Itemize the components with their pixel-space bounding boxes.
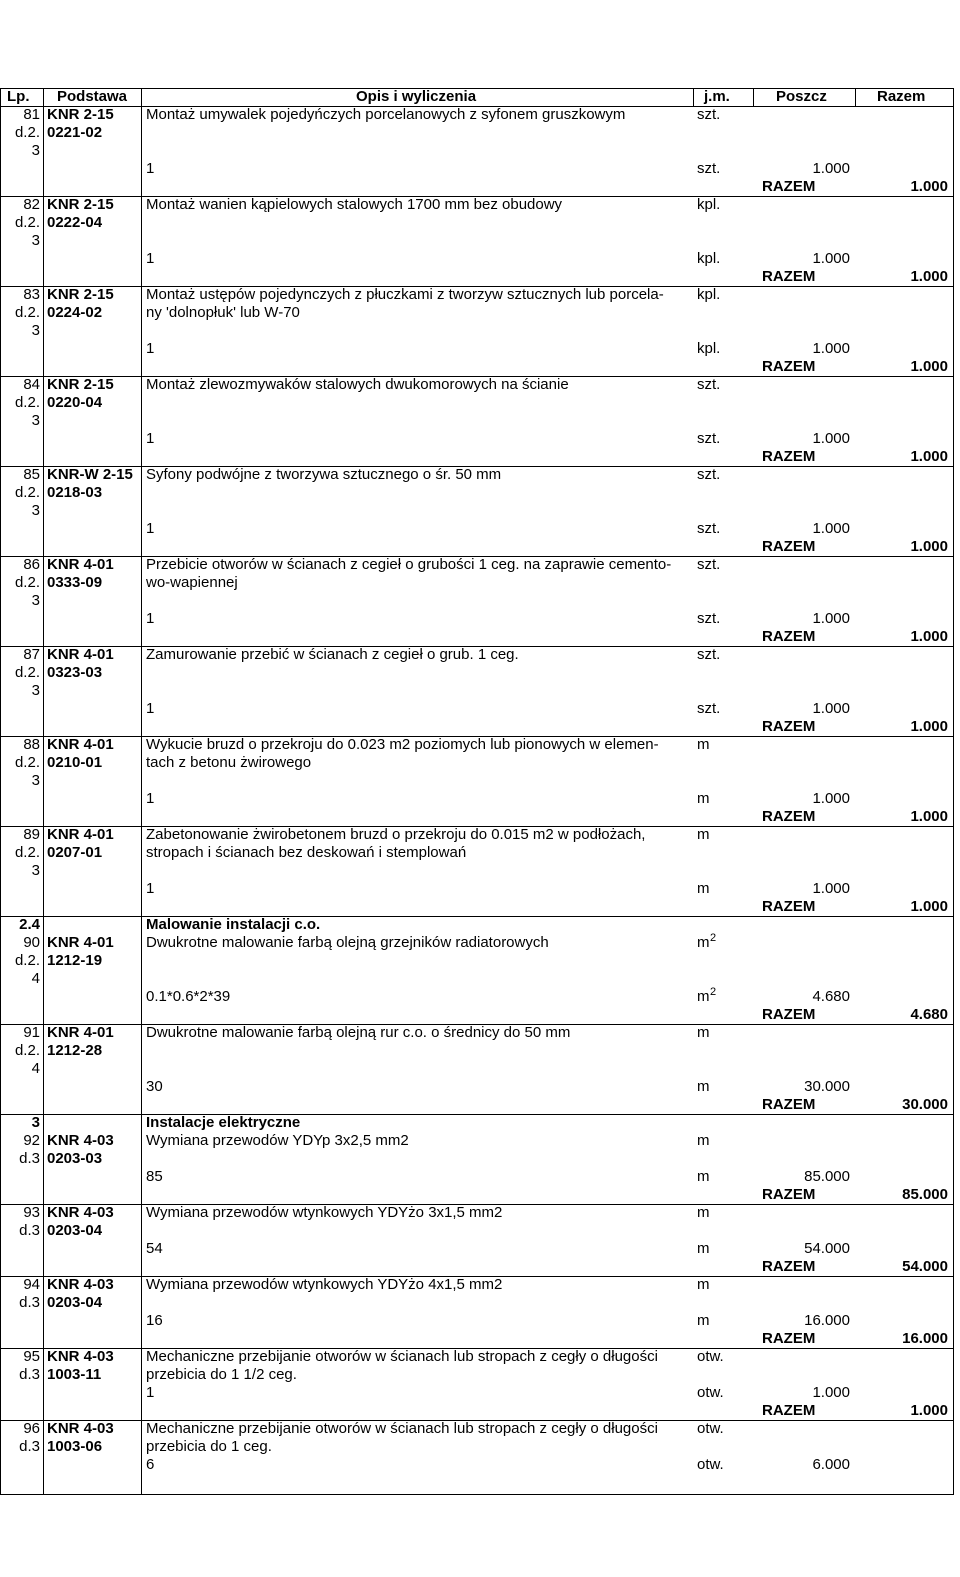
entry-calc-unit: otw. — [697, 1384, 724, 1401]
section-heading — [0, 916, 960, 934]
entry-code-line — [0, 1042, 960, 1060]
entry-code: 0323-03 — [47, 664, 103, 681]
entry-unit-line — [0, 826, 960, 844]
entry-description: przebicia do 1 ceg. — [146, 1438, 272, 1455]
entry-description: Syfony podwójne z tworzywa sztucznego o śr. 50 mm — [146, 466, 502, 483]
entry-code: KNR 4-03 — [47, 1204, 114, 1221]
entry-unit: szt. — [697, 646, 721, 663]
entry-calc-unit: otw. — [697, 1456, 724, 1473]
entry-lp: d.3 — [19, 1222, 40, 1239]
razem-label: RAZEM — [762, 448, 816, 465]
entry-code-line — [0, 1294, 960, 1312]
entry-lp: 3 — [31, 592, 40, 609]
entry-calc-unit: m — [697, 1312, 710, 1329]
entry-description: Wymiana przewodów YDYp 3x2,5 mm2 — [146, 1132, 409, 1149]
entry-lp: 84 — [23, 376, 40, 393]
entry-calculation: 1 — [146, 880, 155, 897]
entry-unit-line — [0, 466, 960, 484]
entry-lp: 3 — [31, 412, 40, 429]
entry-subtotal: 1.000 — [812, 1384, 850, 1401]
entry-unit-line — [0, 736, 960, 754]
entry-calc-line — [0, 988, 960, 1006]
entry-calc-line — [0, 1240, 960, 1258]
entry-unit: kpl. — [697, 286, 721, 303]
entry-lp: d.2. — [14, 1042, 40, 1059]
entry-unit: m — [697, 826, 710, 843]
entry-calc-line — [0, 1078, 960, 1096]
entry-total: 1.000 — [910, 1402, 948, 1419]
entry-desc-line — [0, 574, 960, 592]
entry-total-line — [0, 898, 960, 916]
entry-code-line — [0, 1150, 960, 1168]
entry-code: KNR-W 2-15 — [47, 466, 133, 483]
entry-unit-line — [0, 106, 960, 124]
entry-code-line — [0, 1222, 960, 1240]
entry-lp: 89 — [23, 826, 40, 843]
entry-total-line — [0, 628, 960, 646]
column-header: Opis i wyliczenia — [356, 88, 477, 105]
entry-lp: 86 — [23, 556, 40, 573]
entry-unit: szt. — [697, 106, 721, 123]
entry-desc-line — [0, 1438, 960, 1456]
entry-subtotal: 1.000 — [812, 160, 850, 177]
entry-subtotal: 1.000 — [812, 340, 850, 357]
entry-lp: d.3 — [19, 1366, 40, 1383]
entry-subtotal: 30.000 — [804, 1078, 850, 1095]
entry-calc-line — [0, 250, 960, 268]
entry-calc-line — [0, 700, 960, 718]
entry-lp: d.2. — [14, 844, 40, 861]
entry-calc-line — [0, 1312, 960, 1330]
entry-subtotal: 16.000 — [804, 1312, 850, 1329]
entry-code: KNR 2-15 — [47, 106, 114, 123]
entry-lp: 85 — [23, 466, 40, 483]
entry-description: Wymiana przewodów wtynkowych YDYżo 3x1,5 mm2 — [146, 1204, 503, 1221]
column-header: Lp. — [7, 88, 30, 105]
entry-code: 0333-09 — [47, 574, 103, 591]
entry-lp: d.2. — [14, 664, 40, 681]
entry-subtotal: 1.000 — [812, 880, 850, 897]
entry-code: KNR 4-01 — [47, 736, 114, 753]
entry-lp-line — [0, 502, 960, 520]
entry-description: Montaż wanien kąpielowych stalowych 1700 mm bez obudowy — [146, 196, 563, 213]
entry-description: Montaż zlewozmywaków stalowych dwukomorowych na ścianie — [146, 376, 569, 393]
entry-lp-line — [0, 862, 960, 880]
entry-subtotal: 1.000 — [812, 700, 850, 717]
entry-lp: 88 — [23, 736, 40, 753]
razem-label: RAZEM — [762, 898, 816, 915]
entry-total-line — [0, 1258, 960, 1276]
entry-unit-line — [0, 1348, 960, 1366]
entry-lp-line — [0, 412, 960, 430]
razem-label: RAZEM — [762, 358, 816, 375]
entry-lp: d.2. — [14, 304, 40, 321]
entry-code-line — [0, 394, 960, 412]
razem-label: RAZEM — [762, 538, 816, 555]
entry-code: KNR 2-15 — [47, 286, 114, 303]
entry-total: 4.680 — [910, 1006, 948, 1023]
entry-lp-line — [0, 232, 960, 250]
entry-lp-line — [0, 142, 960, 160]
razem-label: RAZEM — [762, 178, 816, 195]
section-heading — [0, 1114, 960, 1132]
entry-unit-line — [0, 1276, 960, 1294]
entry-calc-line — [0, 790, 960, 808]
entry-description: Wymiana przewodów wtynkowych YDYżo 4x1,5 mm2 — [146, 1276, 503, 1293]
entry-code: KNR 4-03 — [47, 1348, 114, 1365]
entry-calc-line — [0, 340, 960, 358]
table-header-row — [0, 88, 960, 106]
entry-calc-line — [0, 1456, 960, 1474]
entry-total-line — [0, 718, 960, 736]
entry-calculation: 0.1*0.6*2*39 — [146, 988, 231, 1005]
entry-desc-line — [0, 1366, 960, 1384]
unit-exponent: 2 — [710, 986, 717, 998]
table-rule — [0, 1494, 954, 1495]
entry-calc-unit: m — [697, 1078, 710, 1095]
entry-lp: 93 — [23, 1204, 40, 1221]
entry-calc-unit: m — [697, 790, 710, 807]
entry-unit-line — [0, 1024, 960, 1042]
column-header: Razem — [877, 88, 926, 105]
entry-calc-line — [0, 880, 960, 898]
entry-calc-unit: m — [697, 988, 710, 1005]
entry-lp: d.3 — [19, 1150, 40, 1167]
entry-description: Montaż ustępów pojedynczych z płuczkami z tworzyw sztucznych lub porcela- — [146, 286, 664, 303]
entry-total: 1.000 — [910, 538, 948, 555]
entry-description: stropach i ścianach bez deskowań i stemplowań — [146, 844, 467, 861]
entry-lp: 3 — [31, 862, 40, 879]
entry-calculation: 16 — [146, 1312, 163, 1329]
entry-lp-line — [0, 682, 960, 700]
entry-calc-line — [0, 1384, 960, 1402]
entry-lp: 83 — [23, 286, 40, 303]
entry-desc-line — [0, 754, 960, 772]
entry-code: KNR 4-01 — [47, 934, 114, 951]
entry-desc-line — [0, 304, 960, 322]
entry-description: Przebicie otworów w ścianach z cegieł o grubości 1 ceg. na zaprawie cemento- — [146, 556, 672, 573]
entry-unit: otw. — [697, 1348, 724, 1365]
entry-unit-line — [0, 286, 960, 304]
entry-lp: 94 — [23, 1276, 40, 1293]
entry-code: KNR 4-01 — [47, 826, 114, 843]
entry-unit: m — [697, 1024, 710, 1041]
entry-code: 0224-02 — [47, 304, 103, 321]
entry-calculation: 30 — [146, 1078, 163, 1095]
entry-description: wo-wapiennej — [146, 574, 238, 591]
entry-calculation: 1 — [146, 520, 155, 537]
entry-lp: 81 — [23, 106, 40, 123]
entry-unit-line — [0, 376, 960, 394]
entry-description: Zabetonowanie żwirobetonem bruzd o przekroju do 0.015 m2 w podłożach, — [146, 826, 646, 843]
entry-total: 1.000 — [910, 898, 948, 915]
entry-description: Mechaniczne przebijanie otworów w ścianach lub stropach z cegły o długości — [146, 1348, 658, 1365]
razem-label: RAZEM — [762, 628, 816, 645]
entry-subtotal: 1.000 — [812, 250, 850, 267]
entry-total: 1.000 — [910, 448, 948, 465]
entry-lp: d.2. — [14, 574, 40, 591]
razem-label: RAZEM — [762, 1330, 816, 1347]
entry-lp: 4 — [31, 970, 40, 987]
entry-code: 0218-03 — [47, 484, 103, 501]
razem-label: RAZEM — [762, 808, 816, 825]
entry-code: KNR 2-15 — [47, 376, 114, 393]
entry-code: 0203-04 — [47, 1222, 103, 1239]
entry-code-line — [0, 124, 960, 142]
entry-description: Mechaniczne przebijanie otworów w ścianach lub stropach z cegły o długości — [146, 1420, 658, 1437]
entry-lp: 92 — [23, 1132, 40, 1149]
section-number: 2.4 — [19, 916, 40, 933]
entry-unit: m — [697, 1276, 710, 1293]
column-header: Podstawa — [57, 88, 128, 105]
entry-lp: d.2. — [14, 484, 40, 501]
entry-lp: 91 — [23, 1024, 40, 1041]
entry-lp-line — [0, 772, 960, 790]
entry-code: 0220-04 — [47, 394, 103, 411]
entry-total: 1.000 — [910, 628, 948, 645]
entry-lp-line — [0, 322, 960, 340]
entry-desc-line — [0, 844, 960, 862]
entry-description: Zamurowanie przebić w ścianach z cegieł o grub. 1 ceg. — [146, 646, 519, 663]
entry-unit-line — [0, 1132, 960, 1150]
entry-unit-line — [0, 934, 960, 952]
entry-calc-unit: kpl. — [697, 340, 721, 357]
section-title: Instalacje elektryczne — [146, 1114, 301, 1131]
entry-lp: 82 — [23, 196, 40, 213]
entry-subtotal: 4.680 — [812, 988, 850, 1005]
entry-unit: szt. — [697, 556, 721, 573]
entry-lp: 90 — [23, 934, 40, 951]
entry-subtotal: 54.000 — [804, 1240, 850, 1257]
entry-code: KNR 2-15 — [47, 196, 114, 213]
entry-calculation: 1 — [146, 700, 155, 717]
entry-code-line — [0, 214, 960, 232]
entry-calc-unit: szt. — [697, 610, 721, 627]
entry-lp: 4 — [31, 1060, 40, 1077]
section-number: 3 — [31, 1114, 40, 1131]
entry-lp: d.3 — [19, 1438, 40, 1455]
entry-code-line — [0, 952, 960, 970]
razem-label: RAZEM — [762, 718, 816, 735]
entry-unit-line — [0, 646, 960, 664]
entry-code: 0207-01 — [47, 844, 103, 861]
entry-lp: 3 — [31, 682, 40, 699]
entry-total: 1.000 — [910, 358, 948, 375]
entry-lp: 96 — [23, 1420, 40, 1437]
entry-subtotal: 1.000 — [812, 520, 850, 537]
entry-unit: m — [697, 934, 710, 951]
entry-code: KNR 4-01 — [47, 1024, 114, 1041]
section-title: Malowanie instalacji c.o. — [146, 916, 321, 933]
entry-lp: 3 — [31, 502, 40, 519]
entry-unit: szt. — [697, 466, 721, 483]
entry-lp-line — [0, 970, 960, 988]
entry-total-line — [0, 538, 960, 556]
column-header: Poszcz — [776, 88, 827, 105]
entry-calculation: 1 — [146, 250, 155, 267]
entry-description: Dwukrotne malowanie farbą olejną rur c.o. o średnicy do 50 mm — [146, 1024, 571, 1041]
entry-subtotal: 6.000 — [812, 1456, 850, 1473]
entry-calc-unit: m — [697, 1240, 710, 1257]
entry-description: przebicia do 1 1/2 ceg. — [146, 1366, 297, 1383]
entry-calc-unit: szt. — [697, 430, 721, 447]
entry-calc-line — [0, 1168, 960, 1186]
entry-code: KNR 4-03 — [47, 1420, 114, 1437]
entry-lp: 3 — [31, 772, 40, 789]
entry-total: 1.000 — [910, 718, 948, 735]
entry-calc-line — [0, 430, 960, 448]
entry-calculation: 1 — [146, 340, 155, 357]
entry-total: 30.000 — [902, 1096, 948, 1113]
entry-unit: m — [697, 1132, 710, 1149]
entry-total-line — [0, 1402, 960, 1420]
entry-lp: d.2. — [14, 754, 40, 771]
entry-calc-line — [0, 160, 960, 178]
entry-lp: d.2. — [14, 214, 40, 231]
entry-calc-line — [0, 610, 960, 628]
entry-calc-unit: szt. — [697, 520, 721, 537]
entry-total: 1.000 — [910, 178, 948, 195]
entry-code-line — [0, 484, 960, 502]
entry-calc-unit: m — [697, 880, 710, 897]
entry-lp: d.3 — [19, 1294, 40, 1311]
entry-code: 0222-04 — [47, 214, 103, 231]
entry-lp: d.2. — [14, 394, 40, 411]
razem-label: RAZEM — [762, 1402, 816, 1419]
entry-code: KNR 4-03 — [47, 1132, 114, 1149]
entry-unit: szt. — [697, 376, 721, 393]
entry-total: 1.000 — [910, 268, 948, 285]
entry-total-line — [0, 1096, 960, 1114]
entry-description: Montaż umywalek pojedyńczych porcelanowych z syfonem gruszkowym — [146, 106, 626, 123]
entry-calc-line — [0, 520, 960, 538]
entry-calc-unit: szt. — [697, 160, 721, 177]
entry-calculation: 1 — [146, 790, 155, 807]
entry-total: 16.000 — [902, 1330, 948, 1347]
entry-lp: 3 — [31, 142, 40, 159]
entry-calculation: 1 — [146, 160, 155, 177]
razem-label: RAZEM — [762, 1006, 816, 1023]
entry-total-line — [0, 1330, 960, 1348]
entry-lp-line — [0, 592, 960, 610]
entry-calculation: 1 — [146, 610, 155, 627]
unit-exponent: 2 — [710, 932, 717, 944]
window-header — [0, 0, 960, 34]
entry-calculation: 1 — [146, 430, 155, 447]
entry-calculation: 1 — [146, 1384, 155, 1401]
entry-unit-line — [0, 1420, 960, 1438]
entry-unit-line — [0, 1204, 960, 1222]
entry-code: 1003-11 — [47, 1366, 102, 1383]
entry-calc-unit: m — [697, 1168, 710, 1185]
entry-description: tach z betonu żwirowego — [146, 754, 312, 771]
entry-subtotal: 1.000 — [812, 610, 850, 627]
entry-description: Wykucie bruzd o przekroju do 0.023 m2 poziomych lub pionowych w elemen- — [146, 736, 659, 753]
entry-total: 54.000 — [902, 1258, 948, 1275]
entry-lp: 95 — [23, 1348, 40, 1365]
entry-lp: d.2. — [14, 952, 40, 969]
entry-unit: m — [697, 1204, 710, 1221]
entry-code: 0203-04 — [47, 1294, 103, 1311]
entry-code: 0210-01 — [47, 754, 103, 771]
entry-code: 0203-03 — [47, 1150, 103, 1167]
entry-lp: 87 — [23, 646, 40, 663]
entry-total-line — [0, 808, 960, 826]
entry-subtotal: 1.000 — [812, 790, 850, 807]
razem-label: RAZEM — [762, 1186, 816, 1203]
entry-code-line — [0, 664, 960, 682]
entry-unit: m — [697, 736, 710, 753]
razem-label: RAZEM — [762, 1258, 816, 1275]
entry-code: KNR 4-01 — [47, 646, 114, 663]
entry-code: KNR 4-03 — [47, 1276, 114, 1293]
entry-unit-line — [0, 196, 960, 214]
entry-total-line — [0, 358, 960, 376]
entry-calculation: 54 — [146, 1240, 163, 1257]
entry-code: 0221-02 — [47, 124, 103, 141]
entry-calc-unit: szt. — [697, 700, 721, 717]
column-header: j.m. — [704, 88, 730, 105]
entry-total-line — [0, 448, 960, 466]
entry-total-line — [0, 1186, 960, 1204]
entry-total-line — [0, 268, 960, 286]
entry-calculation: 85 — [146, 1168, 163, 1185]
entry-lp: d.2. — [14, 124, 40, 141]
razem-label: RAZEM — [762, 1096, 816, 1113]
entry-lp: 3 — [31, 232, 40, 249]
entry-lp-line — [0, 1060, 960, 1078]
entry-subtotal: 85.000 — [804, 1168, 850, 1185]
entry-total: 85.000 — [902, 1186, 948, 1203]
entry-lp: 3 — [31, 322, 40, 339]
entry-description: Dwukrotne malowanie farbą olejną grzejników radiatorowych — [146, 934, 549, 951]
razem-label: RAZEM — [762, 268, 816, 285]
entry-code: 1003-06 — [47, 1438, 103, 1455]
entry-code: KNR 4-01 — [47, 556, 114, 573]
entry-unit: kpl. — [697, 196, 721, 213]
entry-subtotal: 1.000 — [812, 430, 850, 447]
entry-calculation: 6 — [146, 1456, 155, 1473]
entry-unit: otw. — [697, 1420, 724, 1437]
entry-code: 1212-19 — [47, 952, 103, 969]
entry-description: ny 'dolnopłuk' lub W-70 — [146, 304, 300, 321]
entry-total-line — [0, 1006, 960, 1024]
entry-total-line — [0, 178, 960, 196]
entry-code: 1212-28 — [47, 1042, 103, 1059]
entry-total: 1.000 — [910, 808, 948, 825]
entry-unit-line — [0, 556, 960, 574]
entry-calc-unit: kpl. — [697, 250, 721, 267]
